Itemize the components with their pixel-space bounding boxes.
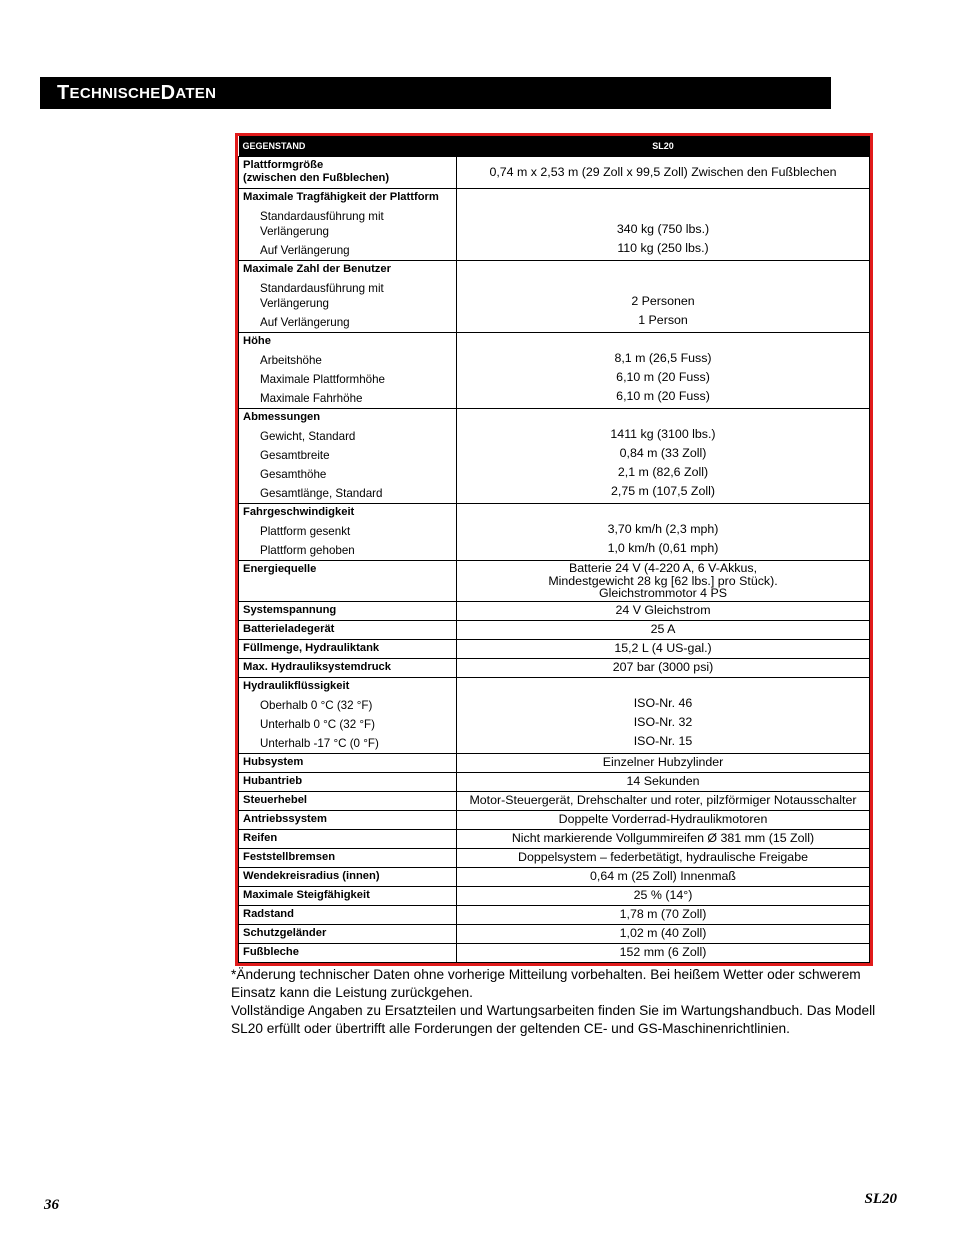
row-label: Höhe (243, 335, 271, 347)
sub-item-label: Plattform gesenkt (260, 525, 351, 538)
row-value-cell (457, 261, 870, 333)
row-value: 207 bar (3000 psi) (612, 660, 714, 675)
row-value-cell (457, 924, 870, 943)
sub-item-value: 1 Person (638, 313, 688, 328)
row-value-cell (457, 333, 870, 409)
sub-item-label: Auf Verlängerung (260, 244, 350, 257)
table-row (239, 601, 870, 620)
row-label: Abmessungen (243, 411, 321, 423)
row-value-cell (457, 753, 870, 772)
row-value-cell (457, 886, 870, 905)
row-label-cell (239, 867, 457, 886)
row-label-cell (239, 772, 457, 791)
table-row (239, 867, 870, 886)
row-label-cell (239, 620, 457, 639)
row-value-cell (457, 829, 870, 848)
row-label-cell (239, 658, 457, 677)
row-label: Maximale Tragfähigkeit der Plattform (243, 191, 439, 203)
row-value: 14 Sekunden (626, 774, 700, 789)
row-label: Schutzgeländer (243, 926, 327, 939)
sub-item-label: Standardausführung mit Verlängerung (260, 210, 384, 238)
header-item: GEGENSTAND (239, 136, 457, 157)
table-row (239, 639, 870, 658)
sub-item-value: 8,1 m (26,5 Fuss) (614, 351, 712, 366)
header-model: SL20 (457, 136, 870, 157)
table-row (239, 157, 870, 189)
table-row (239, 409, 870, 504)
sub-item-value: 1411 kg (3100 lbs.) (610, 427, 716, 442)
title-rest-1: ECHNISCHE (69, 84, 161, 102)
row-value: 152 mm (6 Zoll) (619, 945, 707, 960)
sub-item-label: Plattform gehoben (260, 544, 355, 557)
row-value: 1,02 m (40 Zoll) (619, 926, 707, 941)
row-value-cell (457, 810, 870, 829)
spec-table (238, 136, 870, 963)
sub-item-value: 340 kg (750 lbs.) (616, 222, 710, 237)
row-value: 25 % (14°) (633, 888, 693, 903)
row-value: Motor-Steuergerät, Drehschalter und roter, pilzförmiger Notausschalter (469, 793, 857, 808)
sub-item-value: 110 kg (250 lbs.) (617, 241, 709, 256)
page-number: 36 (44, 1197, 59, 1213)
row-label: Radstand (243, 907, 294, 920)
row-value-cell (457, 867, 870, 886)
table-row (239, 620, 870, 639)
row-label-cell (239, 261, 457, 333)
row-label: Reifen (243, 831, 278, 844)
table-row (239, 333, 870, 409)
table-row (239, 658, 870, 677)
row-label-cell (239, 886, 457, 905)
sub-item-label: Gesamtbreite (260, 449, 330, 462)
row-value-cell (457, 943, 870, 962)
row-value-cell (457, 157, 870, 189)
sub-item-value: ISO-Nr. 46 (633, 695, 693, 710)
table-row (239, 189, 870, 261)
row-value: 0,74 m x 2,53 m (29 Zoll x 99,5 Zoll) Zwischen den Fußblechen (489, 165, 837, 180)
table-row (239, 772, 870, 791)
row-label: Systemspannung (243, 603, 337, 616)
row-label-cell (239, 189, 457, 261)
row-label-cell (239, 677, 457, 753)
sub-item-label: Gesamtlänge, Standard (260, 487, 383, 500)
table-row (239, 943, 870, 962)
row-label: Feststellbremsen (243, 850, 336, 863)
row-value: Doppelte Vorderrad-Hydraulikmotoren (558, 812, 768, 827)
spec-table-frame (235, 133, 873, 966)
sub-item-value: 2,1 m (82,6 Zoll) (617, 465, 709, 480)
row-value-cell (457, 639, 870, 658)
row-label-cell (239, 848, 457, 867)
table-row (239, 791, 870, 810)
row-value: Doppelsystem – federbetätigt, hydraulische Freigabe (518, 850, 808, 865)
sub-item-value: 2,75 m (107,5 Zoll) (611, 484, 715, 499)
row-label-cell (239, 905, 457, 924)
row-value-cell (457, 772, 870, 791)
footer-model: SL20 (864, 1191, 897, 1207)
row-label: Energiequelle (243, 563, 317, 575)
row-label: Fußbleche (243, 945, 299, 958)
sub-item-label: Gewicht, Standard (260, 430, 356, 443)
row-value: Batterie 24 V (4-220 A, 6 V-Akkus, Mindestgewicht 28 kg [62 lbs.] pro Stück). Gleichstrommotor 4 PS (548, 561, 778, 600)
row-label-cell (239, 943, 457, 962)
sub-item-label: Unterhalb -17 °C (0 °F) (260, 736, 379, 750)
row-label-cell (239, 924, 457, 943)
title-rest-2: ATEN (175, 84, 217, 102)
sub-item-label: Standardausführung mit Verlängerung (260, 282, 384, 310)
page-title (40, 77, 831, 109)
sub-item-value: 1,0 km/h (0,61 mph) (607, 541, 719, 556)
row-label: Antriebssystem (243, 812, 327, 825)
sub-item-value: 6,10 m (20 Fuss) (616, 370, 710, 385)
row-label-cell (239, 791, 457, 810)
row-label: Max. Hydrauliksystemdruck (243, 660, 391, 673)
row-value: Nicht markierende Vollgummireifen Ø 381 mm (15 Zoll) (511, 831, 815, 846)
table-row (239, 848, 870, 867)
row-label-cell (239, 639, 457, 658)
sub-item-label: Unterhalb 0 °C (32 °F) (260, 717, 375, 731)
row-label: Hydraulikflüssigkeit (243, 679, 350, 692)
row-value: 25 A (650, 622, 676, 637)
row-value-cell (457, 189, 870, 261)
sub-item-value: 0,84 m (33 Zoll) (619, 446, 707, 461)
table-row (239, 261, 870, 333)
row-value-cell (457, 561, 870, 602)
sub-item-label: Arbeitshöhe (260, 354, 322, 367)
row-label: Hubantrieb (243, 774, 303, 787)
row-value-cell (457, 677, 870, 753)
sub-item-value: 2 Personen (631, 294, 695, 309)
row-value: 24 V Gleichstrom (615, 603, 711, 618)
table-row (239, 924, 870, 943)
sub-item-value: 3,70 km/h (2,3 mph) (607, 522, 719, 537)
sub-item-label: Auf Verlängerung (260, 316, 350, 329)
disclaimer-note: *Änderung technischer Daten ohne vorherige Mitteilung vorbehalten. Bei heißem Wetter oder schwerem Einsatz kann die Leistung zurückgehen. (231, 967, 861, 1000)
row-label-cell (239, 753, 457, 772)
spec-table-header (239, 136, 870, 157)
row-value-cell (457, 601, 870, 620)
row-value: 0,64 m (25 Zoll) Innenmaß (590, 869, 736, 884)
row-label-cell (239, 504, 457, 561)
row-label: Wendekreisradius (innen) (243, 869, 380, 882)
row-label-cell (239, 157, 457, 189)
spec-table-body (239, 157, 870, 963)
row-value-cell (457, 791, 870, 810)
row-value-cell (457, 504, 870, 561)
sub-item-label: Maximale Fahrhöhe (260, 392, 363, 405)
title-second-cap: D (160, 81, 176, 104)
row-label: Batterieladegerät (243, 622, 335, 635)
row-label-cell (239, 561, 457, 602)
row-label-cell (239, 810, 457, 829)
row-value-cell (457, 905, 870, 924)
sub-item-value: ISO-Nr. 32 (633, 714, 693, 729)
sub-item-value: 6,10 m (20 Fuss) (616, 389, 710, 404)
row-label: Maximale Zahl der Benutzer (243, 263, 391, 275)
row-label-cell (239, 829, 457, 848)
row-value: Einzelner Hubzylinder (602, 755, 724, 770)
sub-item-label: Gesamthöhe (260, 468, 327, 481)
table-row (239, 905, 870, 924)
row-value-cell (457, 409, 870, 504)
row-label: Plattformgröße (zwischen den Fußblechen) (243, 159, 390, 184)
table-row (239, 886, 870, 905)
row-label-cell (239, 409, 457, 504)
row-label: Hubsystem (243, 755, 304, 768)
row-value-cell (457, 848, 870, 867)
table-row (239, 810, 870, 829)
row-label: Maximale Steigfähigkeit (243, 888, 370, 901)
row-label-cell (239, 333, 457, 409)
table-row (239, 829, 870, 848)
table-row (239, 753, 870, 772)
sub-item-label: Maximale Plattformhöhe (260, 373, 386, 386)
compliance-note: Vollständige Angaben zu Ersatzteilen und Wartungsarbeiten finden Sie im Wartungshandbuch. Das Modell SL20 erfüllt oder übertrifft alle Forderungen der geltenden CE- und GS-Maschinenrichtlinien. (231, 1003, 876, 1036)
row-label: Steuerhebel (243, 793, 308, 806)
title-first-cap: T (57, 81, 70, 104)
row-label: Füllmenge, Hydrauliktank (243, 641, 380, 654)
row-label-cell (239, 601, 457, 620)
sub-item-label: Oberhalb 0 °C (32 °F) (260, 698, 373, 712)
row-value: 1,78 m (70 Zoll) (619, 907, 707, 922)
row-label: Fahrgeschwindigkeit (243, 506, 355, 518)
row-value-cell (457, 658, 870, 677)
table-row (239, 561, 870, 602)
row-value-cell (457, 620, 870, 639)
table-row (239, 677, 870, 753)
row-value: 15,2 L (4 US-gal.) (614, 641, 712, 656)
table-row (239, 504, 870, 561)
sub-item-value: ISO-Nr. 15 (633, 733, 693, 748)
